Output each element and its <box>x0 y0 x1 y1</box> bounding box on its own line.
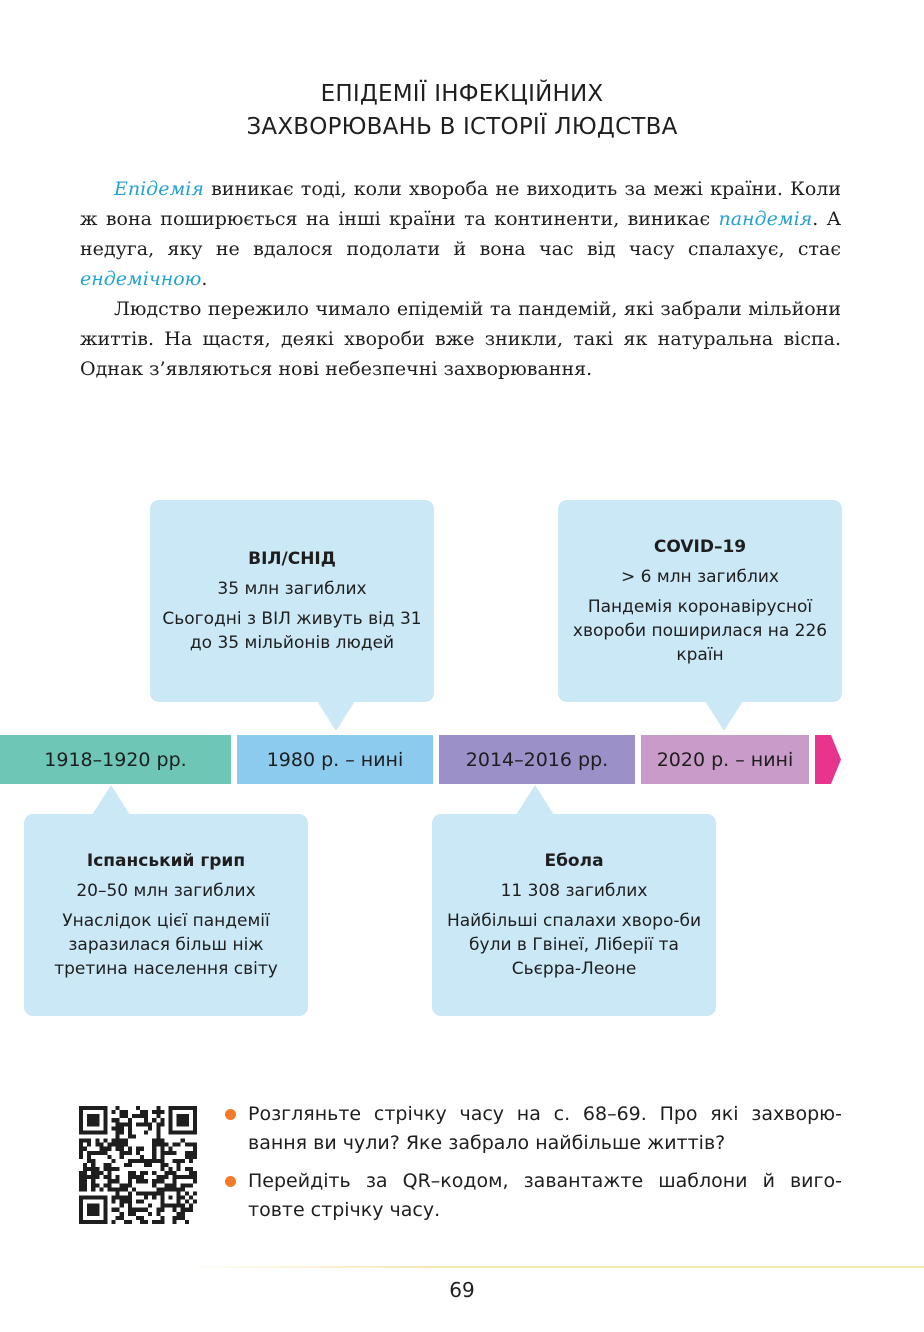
event-ebola-pointer <box>516 785 554 815</box>
page-title-line-2: ЗАХВОРЮВАНЬ В ІСТОРІЇ ЛЮДСТВА <box>246 114 678 140</box>
paragraph-definitions <box>80 174 841 294</box>
event-covid-bubble <box>558 500 842 702</box>
task-item <box>222 1167 842 1225</box>
timeline-segment-2020 <box>641 735 809 784</box>
event-flu-pointer <box>92 785 130 815</box>
paragraph-history: Людство пережило чимало епідемій та пандемій, які забрали мільйони життів. На щастя, деякі хвороби вже зникли, такі як натуральна віспа. Однак з’являються нові небезпечні захворювання. <box>80 298 841 380</box>
qr-code-icon[interactable] <box>79 1106 197 1224</box>
page-title <box>0 78 924 144</box>
timeline-segment-1918-label: 1918–1920 рр. <box>44 748 187 771</box>
timeline-segment-2020-label: 2020 р. – нині <box>656 748 794 771</box>
event-flu-deaths: 20–50 млн загиблих <box>76 881 256 901</box>
timeline-segment-1980-label: 1980 р. – нині <box>266 748 404 771</box>
event-covid-description: Пандемія коронавірусної хвороби поширилася на 226 країн <box>572 597 828 665</box>
event-hiv-bubble <box>150 500 434 702</box>
event-flu-name: Іспанський грип <box>86 851 246 871</box>
event-flu-bubble <box>24 814 308 1016</box>
task-text: Перейдіть за QR–кодом, завантажте шаблони й виго-товте стрічку часу. <box>248 1170 842 1221</box>
timeline-arrow-icon <box>815 735 841 784</box>
term-epidemic: Епідемія <box>114 178 204 200</box>
event-covid-deaths: > 6 млн загиблих <box>621 567 779 587</box>
term-pandemic: пандемія <box>718 208 813 230</box>
task-text: Розгляньте стрічку часу на с. 68–69. Про які захворю-вання ви чули? Яке забрало найбільше життів? <box>248 1103 842 1154</box>
event-hiv-deaths: 35 млн загиблих <box>217 579 367 599</box>
bullet-dot-icon <box>225 1176 236 1187</box>
timeline-segment-1980 <box>237 735 433 784</box>
paragraph-1-part-1: виникає тоді, коли хвороба не виходить за межі країни. Коли ж вона поширюється на інші країни та континенти, виникає <box>80 178 841 230</box>
event-ebola-deaths: 11 308 загиблих <box>500 881 648 901</box>
intro-text <box>80 174 841 384</box>
event-ebola-description: Найбільші спалахи хворо-би були в Гвінеї, Ліберії та Сьєрра-Леоне <box>446 911 702 979</box>
event-covid-pointer <box>705 701 743 731</box>
timeline-segment-1918 <box>0 735 231 784</box>
event-hiv-name: ВІЛ/СНІД <box>248 549 336 569</box>
paragraph-1-part-2: . А недуга, яку не вдалося подолати й вона час від часу спалахує, стає <box>80 208 841 260</box>
task-item <box>222 1100 842 1158</box>
event-hiv-description: Сьогодні з ВІЛ живуть від 31 до 35 мільйонів людей <box>162 609 422 653</box>
bullet-dot-icon <box>225 1109 236 1120</box>
event-flu-description: Унаслідок цієї пандемії заразилася більш ніж третина населення світу <box>54 911 278 979</box>
timeline-segment-2014 <box>439 735 635 784</box>
footer-divider <box>180 1266 924 1268</box>
event-ebola-bubble <box>432 814 716 1016</box>
paragraph-1-part-3: . <box>201 268 208 290</box>
term-endemic: ендемічною <box>80 268 202 290</box>
timeline-segment-2014-label: 2014–2016 рр. <box>465 748 609 771</box>
page-title-line-1: ЕПІДЕМІЇ ІНФЕКЦІЙНИХ <box>320 81 604 107</box>
task-list <box>222 1100 842 1234</box>
event-covid-name: COVID–19 <box>653 537 747 557</box>
page-number: 69 <box>449 1278 475 1302</box>
event-hiv-pointer <box>317 701 355 731</box>
event-ebola-name: Ебола <box>544 851 604 871</box>
